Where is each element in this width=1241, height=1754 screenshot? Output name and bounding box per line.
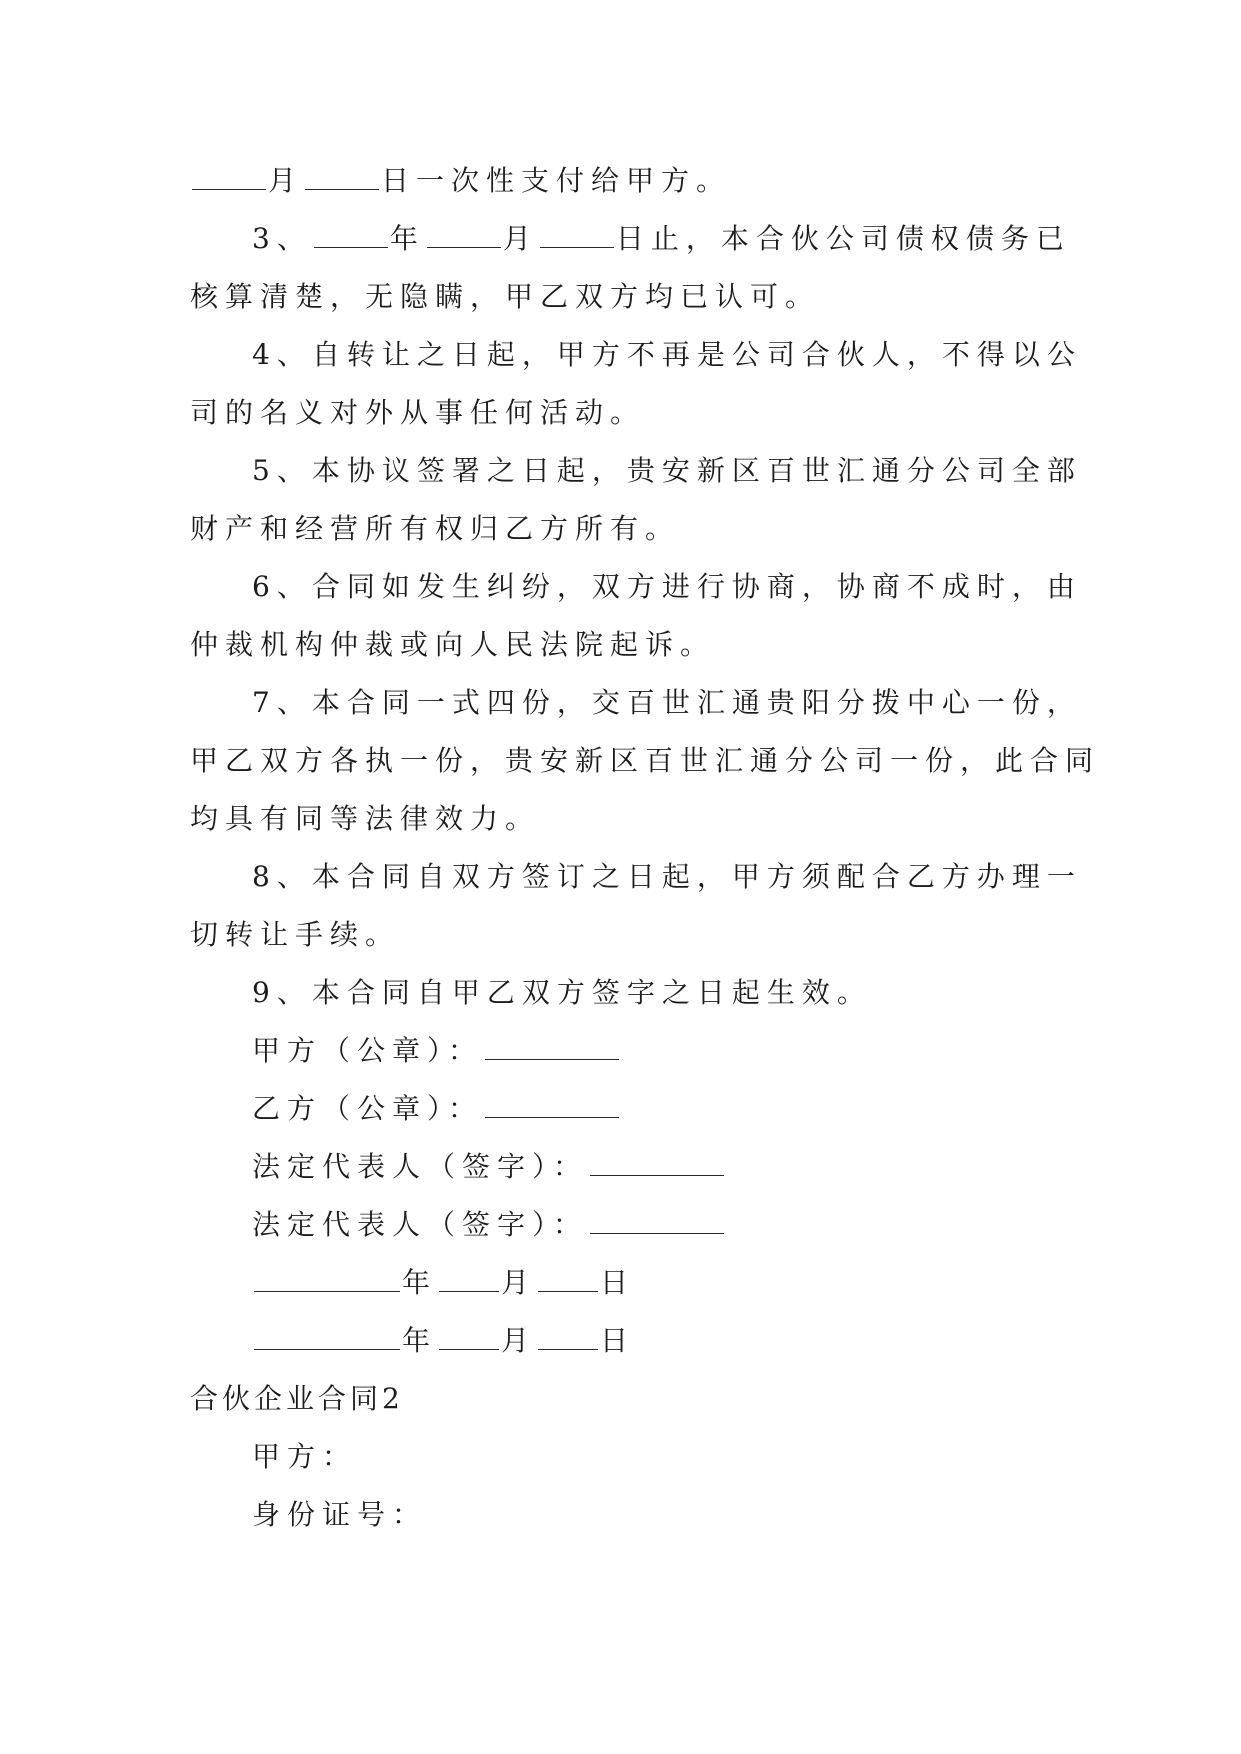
paragraph-continuation — [190, 152, 1058, 210]
section-heading: 合伙企业合同2 — [190, 1382, 404, 1415]
signature-legal-rep-2 — [190, 1196, 1058, 1254]
signature-blank — [590, 1207, 724, 1234]
date-year: 年 — [402, 1266, 438, 1299]
text: 年 — [389, 222, 425, 255]
clause-7: 7、本合同一式四份，交百世汇通贵阳分拨中心一份， — [252, 686, 1082, 719]
text: 日一次性支付给甲方。 — [381, 164, 732, 197]
blank-line — [427, 221, 501, 248]
text: 月 — [268, 164, 304, 197]
signature-blank — [485, 1091, 619, 1118]
signature-label: 法定代表人（签字）： — [252, 1150, 589, 1183]
blank-line — [314, 221, 388, 248]
date-blank — [538, 1323, 598, 1350]
date-year: 年 — [402, 1324, 438, 1357]
date-day: 日 — [600, 1266, 636, 1299]
clause-9: 9、本合同自甲乙双方签字之日起生效。 — [252, 976, 872, 1009]
blank-line — [305, 163, 379, 190]
signature-label: 法定代表人（签字）： — [252, 1208, 589, 1241]
clause-4-continued: 司的名义对外从事任何活动。 — [190, 396, 646, 429]
blank-line — [540, 221, 614, 248]
clause-7-continued-2: 均具有同等法律效力。 — [190, 802, 541, 835]
date-blank — [254, 1265, 400, 1292]
date-line-1 — [190, 1254, 1058, 1312]
date-blank — [439, 1265, 499, 1292]
text: 月 — [502, 222, 538, 255]
date-blank — [538, 1265, 598, 1292]
text: 日止，本合伙公司债权债务已 — [615, 222, 1071, 255]
section2-party-a: 甲方： — [252, 1440, 358, 1473]
date-line-2 — [190, 1312, 1058, 1370]
date-blank — [439, 1323, 499, 1350]
blank-line — [192, 163, 266, 190]
document-body — [190, 152, 1101, 1544]
clause-3-continued: 核算清楚，无隐瞒，甲乙双方均已认可。 — [190, 280, 821, 313]
signature-legal-rep-1 — [190, 1138, 1058, 1196]
signature-label: 甲方（公章）： — [252, 1034, 484, 1067]
clause-5-continued: 财产和经营所有权归乙方所有。 — [190, 512, 681, 545]
clause-6-continued: 仲裁机构仲裁或向人民法院起诉。 — [190, 628, 716, 661]
clause-8: 8、本合同自双方签订之日起，甲方须配合乙方办理一 — [252, 860, 1082, 893]
clause-4: 4、自转让之日起，甲方不再是公司合伙人，不得以公 — [252, 338, 1082, 371]
signature-label: 乙方（公章）： — [252, 1092, 484, 1125]
date-month: 月 — [501, 1324, 537, 1357]
clause-6: 6、合同如发生纠纷，双方进行协商，协商不成时，由 — [252, 570, 1082, 603]
section2-id-number: 身份证号： — [252, 1498, 428, 1531]
clause-3 — [190, 210, 1071, 268]
signature-party-a — [190, 1022, 1058, 1080]
date-blank — [254, 1323, 400, 1350]
clause-5: 5、本协议签署之日起，贵安新区百世汇通分公司全部 — [252, 454, 1082, 487]
signature-party-b — [190, 1080, 1058, 1138]
clause-8-continued: 切转让手续。 — [190, 918, 401, 951]
clause-7-continued: 甲乙双方各执一份，贵安新区百世汇通分公司一份，此合同 — [190, 744, 1101, 777]
signature-blank — [590, 1149, 724, 1176]
signature-blank — [485, 1033, 619, 1060]
date-day: 日 — [600, 1324, 636, 1357]
clause-number: 3、 — [252, 222, 312, 255]
date-month: 月 — [501, 1266, 537, 1299]
